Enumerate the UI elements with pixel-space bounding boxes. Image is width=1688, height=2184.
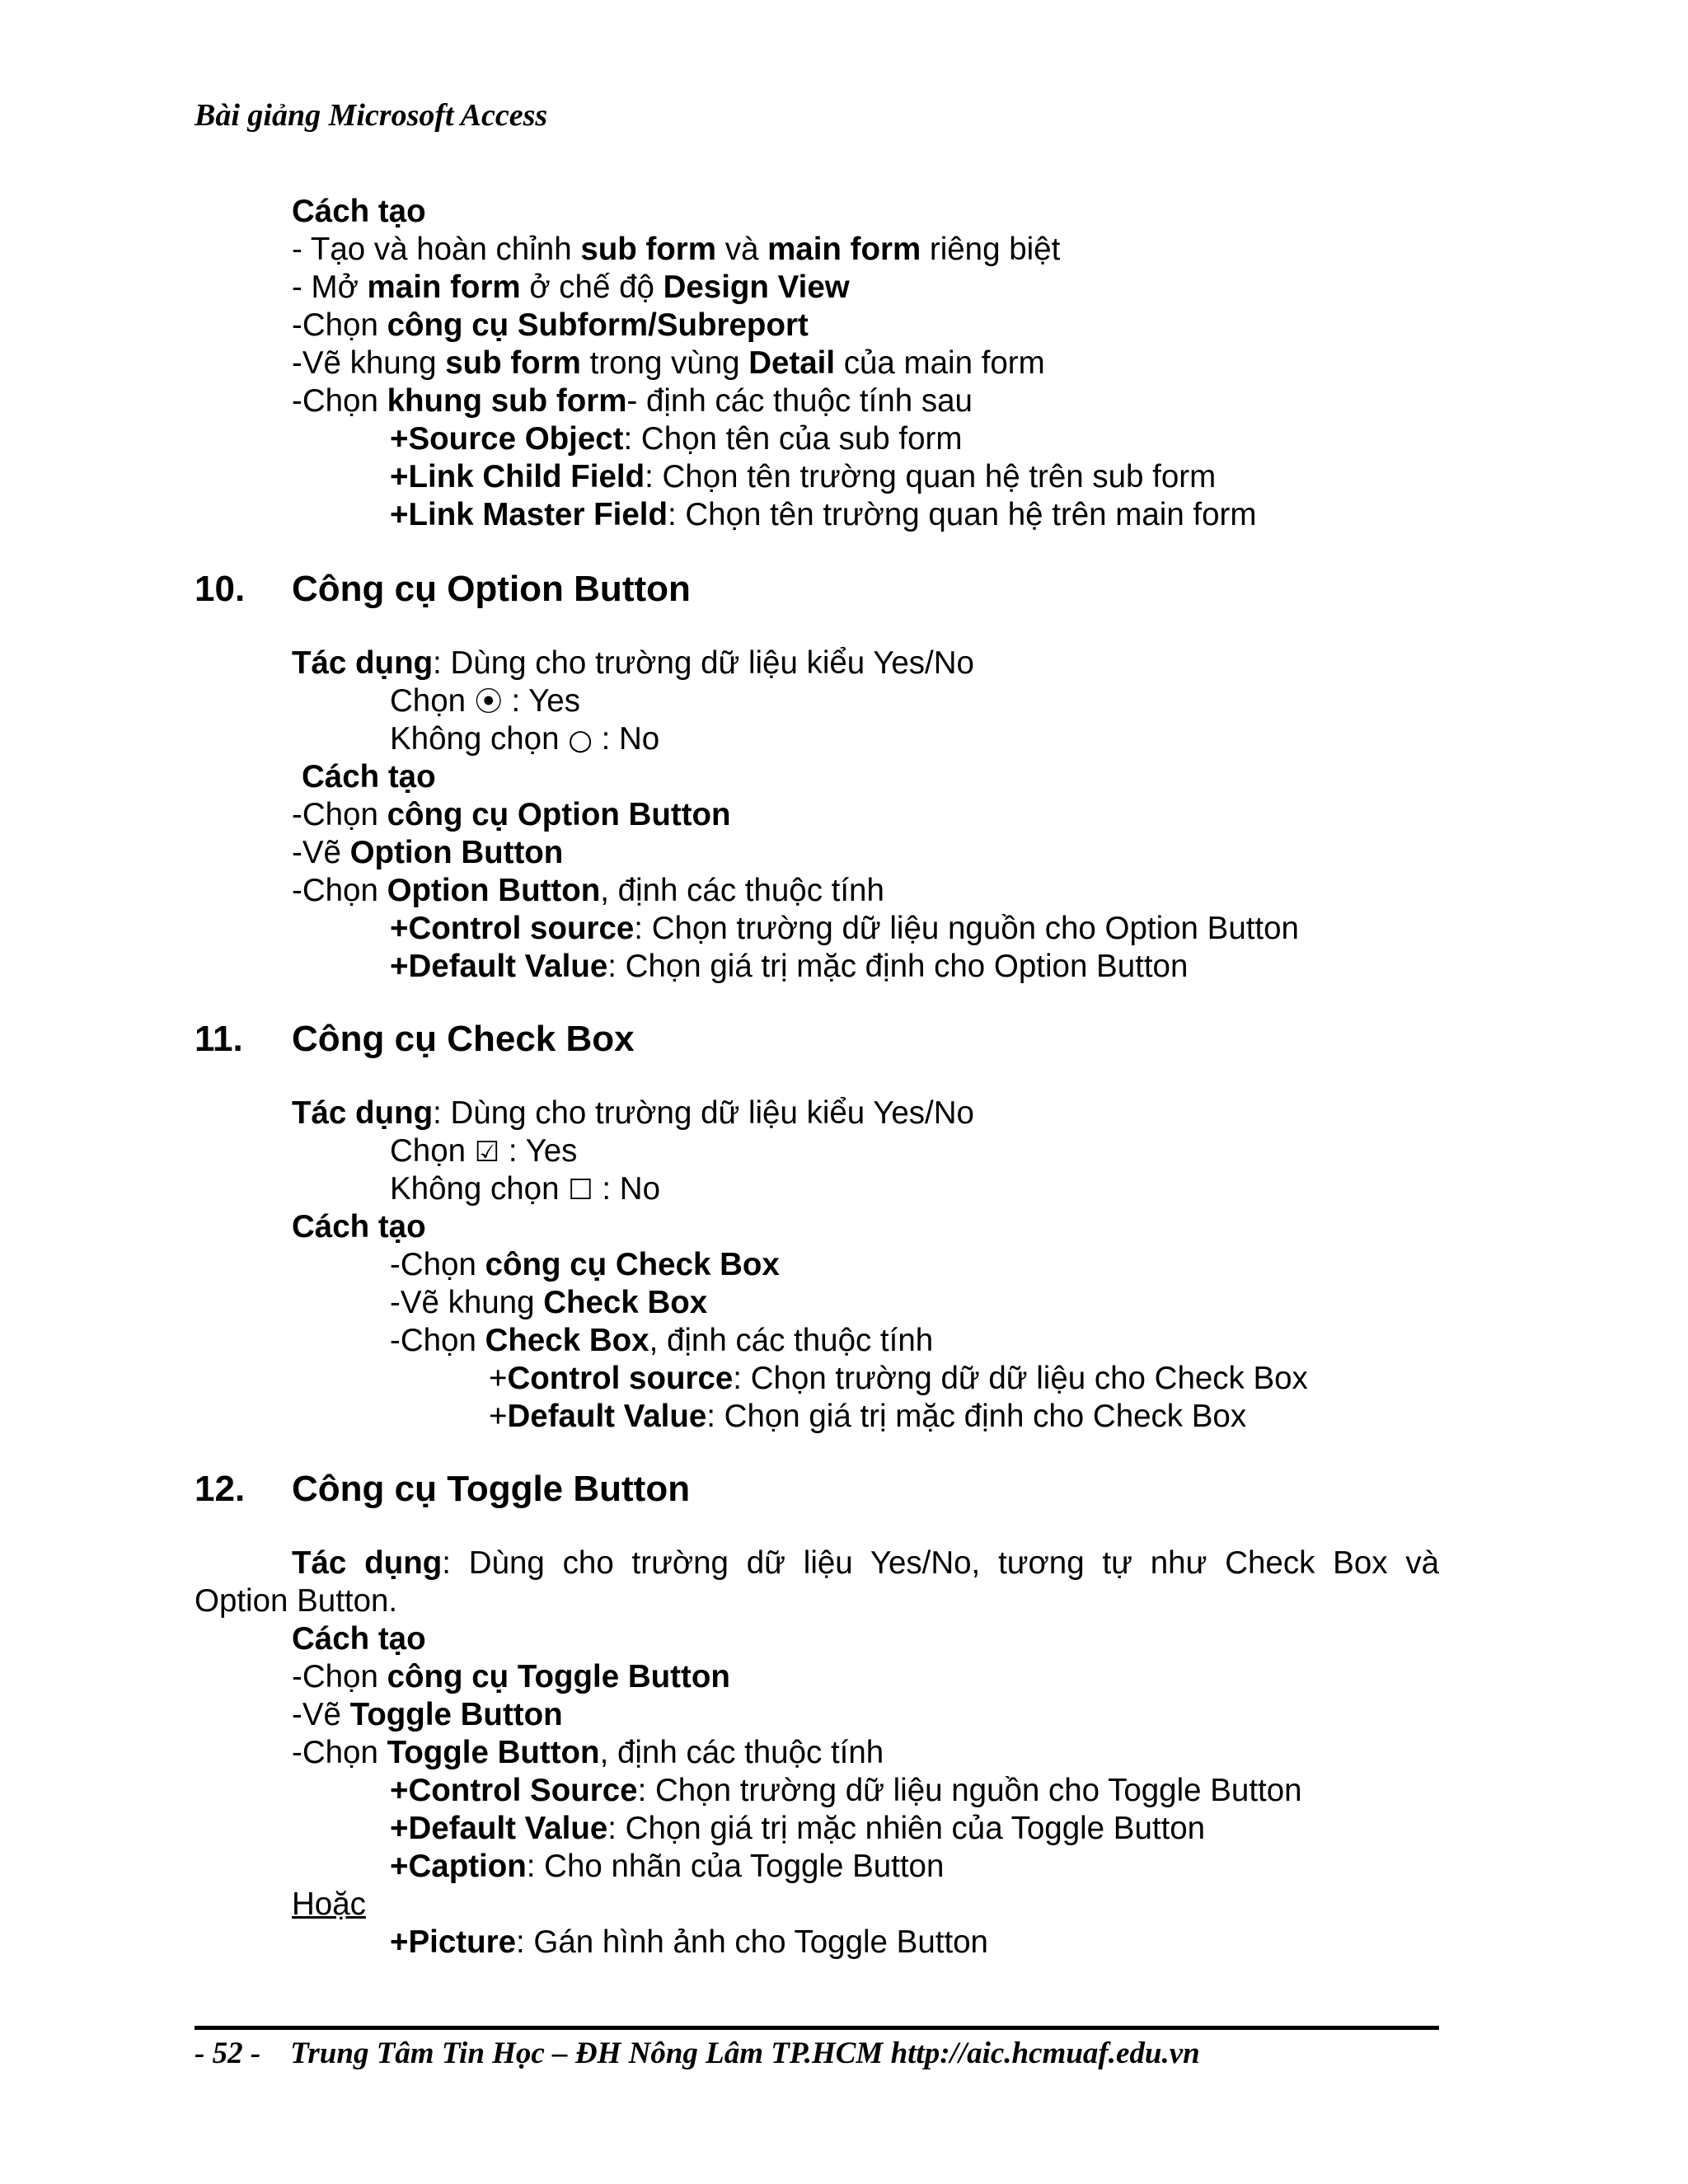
subform-prop-source-object: +Source Object: Chọn tên của sub form <box>390 421 963 457</box>
section-12-number: 12. <box>195 1469 246 1509</box>
subform-prop-link-child: +Link Child Field: Chọn tên trường quan hệ trên sub form <box>390 459 1217 494</box>
s12-step-3: -Chọn Toggle Button, định các thuộc tính <box>292 1735 884 1770</box>
section-10-number: 10. <box>195 569 246 609</box>
s10-step-2: -Vẽ Option Button <box>292 835 564 870</box>
s11-step-2: -Vẽ khung Check Box <box>390 1285 708 1320</box>
s10-prop-control-source: +Control source: Chọn trường dữ liệu nguồn cho Option Button <box>390 911 1299 946</box>
s10-step-1: -Chọn công cụ Option Button <box>292 797 731 832</box>
checkbox-unchecked-icon: ☐ <box>568 1174 593 1207</box>
subform-step-2: - Mở main form ở chế độ Design View <box>292 269 850 305</box>
page-number: - 52 - <box>195 2036 261 2070</box>
s12-hoac: Hoặc <box>292 1886 366 1922</box>
s12-tac-dung: Tác dụng: Dùng cho trường dữ liệu Yes/No, tương tự như Check Box và <box>292 1545 1439 1581</box>
s12-prop-control-source: +Control Source: Chọn trường dữ liệu nguồn cho Toggle Button <box>390 1773 1302 1808</box>
s11-tac-dung: Tác dụng: Dùng cho trường dữ liệu kiểu Yes/No <box>292 1095 974 1131</box>
s12-step-1: -Chọn công cụ Toggle Button <box>292 1659 730 1694</box>
s11-step-3: -Chọn Check Box, định các thuộc tính <box>390 1323 934 1358</box>
section-12-title: Công cụ Toggle Button <box>292 1469 691 1509</box>
subform-step-4: -Vẽ khung sub form trong vùng Detail của main form <box>292 345 1045 381</box>
s10-khong-chon-no: Không chọn ○ : No <box>390 721 660 757</box>
page-footer <box>195 2036 1200 2071</box>
section-11-number: 11. <box>195 1019 243 1059</box>
subform-prop-link-master: +Link Master Field: Chọn tên trường quan hệ trên main form <box>390 497 1257 532</box>
s12-prop-picture: +Picture: Gán hình ảnh cho Toggle Button <box>390 1924 988 1960</box>
s11-prop-control-source: +Control source: Chọn trường dữ dữ liệu cho Check Box <box>489 1361 1308 1396</box>
checkbox-checked-icon: ☑ <box>474 1136 500 1169</box>
s12-step-2: -Vẽ Toggle Button <box>292 1697 563 1732</box>
footer-text: Trung Tâm Tin Học – ĐH Nông Lâm TP.HCM http://aic.hcmuaf.edu.vn <box>290 2036 1200 2070</box>
s10-tac-dung: Tác dụng: Dùng cho trường dữ liệu kiểu Yes/No <box>292 645 974 681</box>
section-11-title: Công cụ Check Box <box>292 1019 635 1059</box>
s12-prop-caption: +Caption: Cho nhãn của Toggle Button <box>390 1849 945 1884</box>
footer-rule <box>195 2026 1439 2030</box>
s10-step-3: -Chọn Option Button, định các thuộc tính <box>292 873 884 908</box>
s12-tac-dung-cont: Option Button. <box>195 1583 398 1619</box>
page-header: Bài giảng Microsoft Access <box>195 98 548 133</box>
subform-step-5: -Chọn khung sub form- định các thuộc tính sau <box>292 383 973 419</box>
s11-prop-default-value: +Default Value: Chọn giá trị mặc định cho Check Box <box>489 1399 1247 1434</box>
s11-khong-chon-no: Không chọn ☐ : No <box>390 1171 661 1207</box>
section-10-title: Công cụ Option Button <box>292 569 691 609</box>
option-selected-icon: ⦿ <box>474 686 503 719</box>
subform-step-3: -Chọn công cụ Subform/Subreport <box>292 307 809 343</box>
s10-prop-default-value: +Default Value: Chọn giá trị mặc định cho Option Button <box>390 949 1189 984</box>
option-unselected-icon: ○ <box>568 724 593 757</box>
s10-chon-yes: Chọn ⦿ : Yes <box>390 683 580 719</box>
s11-cach-tao: Cách tạo <box>292 1209 426 1244</box>
s12-cach-tao: Cách tạo <box>292 1621 426 1657</box>
s10-cach-tao: Cách tạo <box>302 759 436 794</box>
s12-prop-default-value: +Default Value: Chọn giá trị mặc nhiên của Toggle Button <box>390 1811 1206 1846</box>
subform-cach-tao: Cách tạo <box>292 194 426 229</box>
s11-step-1: -Chọn công cụ Check Box <box>390 1247 780 1282</box>
s11-chon-yes: Chọn ☑ : Yes <box>390 1133 578 1169</box>
subform-step-1: - Tạo và hoàn chỉnh sub form và main form riêng biệt <box>292 232 1061 267</box>
